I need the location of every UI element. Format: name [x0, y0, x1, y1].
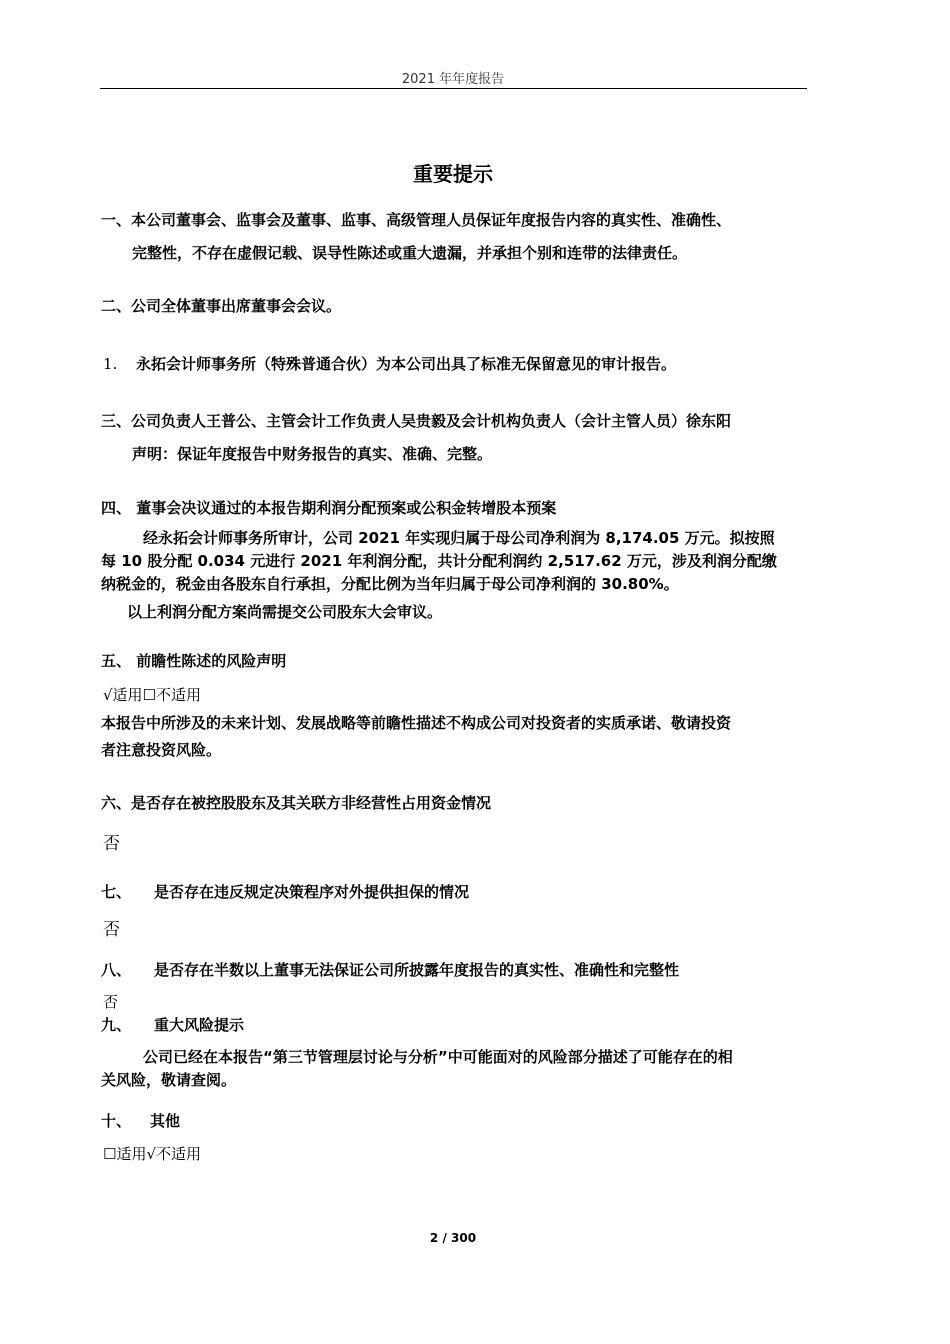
section-7-number: 七、 [101, 883, 132, 901]
section-6-answer: 否 [103, 834, 120, 854]
section-9-paragraph-line-2: 关风险，敬请查阅。 [101, 1071, 237, 1089]
section-2-item-text: 永拓会计师事务所（特殊普通合伙）为本公司出具了标准无保留意见的审计报告。 [136, 355, 677, 373]
section-6-heading: 六、是否存在被控股股东及其关联方非经营性占用资金情况 [101, 794, 492, 812]
page-number: 2 / 300 [429, 1231, 477, 1245]
section-4-paragraph-line-1: 经永拓会计师事务所审计，公司 2021 年实现归属于母公司净利润为 8,174.05 万元。拟按照 [143, 529, 775, 547]
section-5-paragraph-line-1: 本报告中所涉及的未来计划、发展战略等前瞻性描述不构成公司对投资者的实质承诺、敬请投资 [101, 714, 732, 732]
section-4-paragraph-line-3: 纳税金的，税金由各股东自行承担，分配比例为当年归属于母公司净利润的 30.80%。 [101, 575, 679, 593]
section-4-paragraph-line-4: 以上利润分配方案尚需提交公司股东大会审议。 [127, 603, 443, 621]
section-8-heading: 是否存在半数以上董事无法保证公司所披露年度报告的真实性、准确性和完整性 [154, 961, 680, 979]
section-10-heading: 其他 [150, 1112, 181, 1130]
section-8-answer: 否 [103, 993, 119, 1011]
section-1-line-2: 完整性，不存在虚假记载、误导性陈述或重大遗漏，并承担个别和连带的法律责任。 [132, 244, 688, 262]
section-4-paragraph-line-2: 每 10 股分配 0.034 元进行 2021 年利润分配，共计分配利润约 2,517.62 万元，涉及利润分配缴 [101, 552, 777, 570]
section-7-heading: 是否存在违反规定决策程序对外提供担保的情况 [154, 883, 470, 901]
section-5-paragraph-line-2: 者注意投资风险。 [101, 741, 222, 759]
section-9-number: 九、 [101, 1016, 132, 1034]
section-5-applicability-option: √适用☐不适用 [103, 686, 202, 704]
section-5-heading: 五、 前瞻性陈述的风险声明 [101, 652, 287, 670]
section-10-number: 十、 [101, 1112, 132, 1130]
section-3-line-2: 声明：保证年度报告中财务报告的真实、准确、完整。 [132, 445, 493, 463]
section-3-line-1: 三、公司负责人王普公、主管会计工作负责人吴贵毅及会计机构负责人（会计主管人员）徐东阳 [101, 412, 732, 430]
section-4-heading: 四、 董事会决议通过的本报告期利润分配预案或公积金转增股本预案 [101, 499, 557, 517]
section-10-applicability-option: ☐适用√不适用 [103, 1145, 202, 1163]
section-2-heading: 二、公司全体董事出席董事会会议。 [101, 297, 342, 315]
header-divider [100, 88, 807, 89]
section-2-item-number: 1. [103, 355, 118, 373]
section-9-heading: 重大风险提示 [154, 1016, 245, 1034]
section-7-answer: 否 [103, 920, 120, 940]
section-9-paragraph-line-1: 公司已经在本报告“第三节管理层讨论与分析”中可能面对的风险部分描述了可能存在的相 [143, 1048, 733, 1066]
running-header: 2021 年年度报告 [401, 72, 505, 87]
section-8-number: 八、 [101, 961, 132, 979]
page-title: 重要提示 [413, 162, 493, 186]
section-1-line-1: 一、本公司董事会、监事会及董事、监事、高级管理人员保证年度报告内容的真实性、准确性、 [101, 211, 732, 229]
